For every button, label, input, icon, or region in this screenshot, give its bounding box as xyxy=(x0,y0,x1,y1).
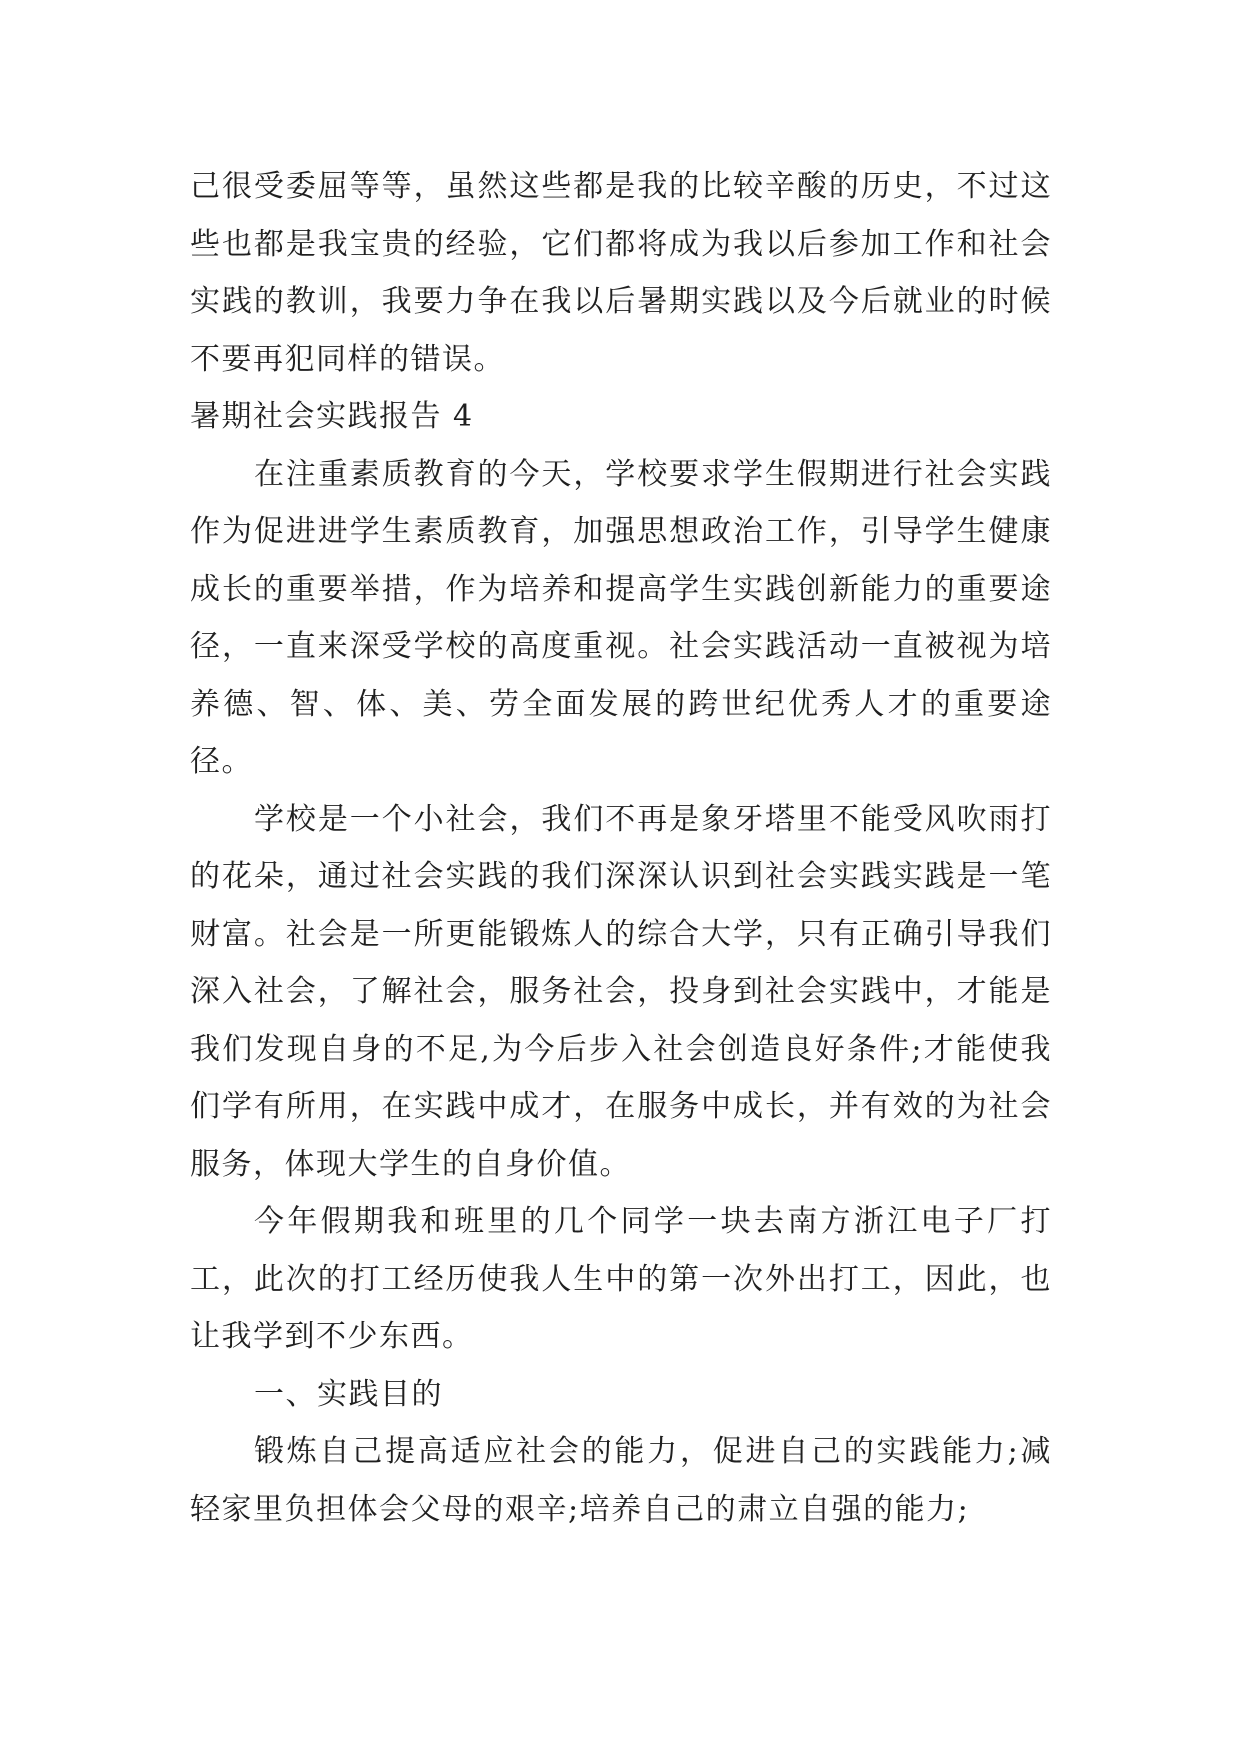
document-body xyxy=(190,158,1052,1538)
section-heading: 暑期社会实践报告 4 xyxy=(190,399,474,434)
paragraph-continuation: 己很受委屈等等，虽然这些都是我的比较辛酸的历史，不过这些也都是我宝贵的经验，它们都将成为我以后参加工作和社会实践的教训，我要力争在我以后暑期实践以及今后就业的时候不要再犯同样的错误。 xyxy=(190,169,1052,377)
paragraph-work: 今年假期我和班里的几个同学一块去南方浙江电子厂打工，此次的打工经历使我人生中的第一次外出打工，因此，也让我学到不少东西。 xyxy=(190,1204,1052,1354)
subheading-purpose: 一、实践目的 xyxy=(254,1376,443,1412)
paragraph-intro: 在注重素质教育的今天，学校要求学生假期进行社会实践作为促进进学生素质教育，加强思想政治工作，引导学生健康成长的重要举措，作为培养和提高学生实践创新能力的重要途径，一直来深受学校的高度重视。社会实践活动一直被视为培养德、智、体、美、劳全面发展的跨世纪优秀人才的重要途径。 xyxy=(190,456,1052,779)
paragraph-purpose: 锻炼自己提高适应社会的能力，促进自己的实践能力;减轻家里负担体会父母的艰辛;培养自己的肃立自强的能力; xyxy=(190,1434,1052,1527)
paragraph-school: 学校是一个小社会，我们不再是象牙塔里不能受风吹雨打的花朵，通过社会实践的我们深深认识到社会实践实践是一笔财富。社会是一所更能锻炼人的综合大学，只有正确引导我们深入社会，了解社会，服务社会，投身到社会实践中，才能是我们发现自身的不足,为今后步入社会创造良好条件;才能使我们学有所用，在实践中成才，在服务中成长，并有效的为社会服务，体现大学生的自身价值。 xyxy=(190,801,1052,1182)
